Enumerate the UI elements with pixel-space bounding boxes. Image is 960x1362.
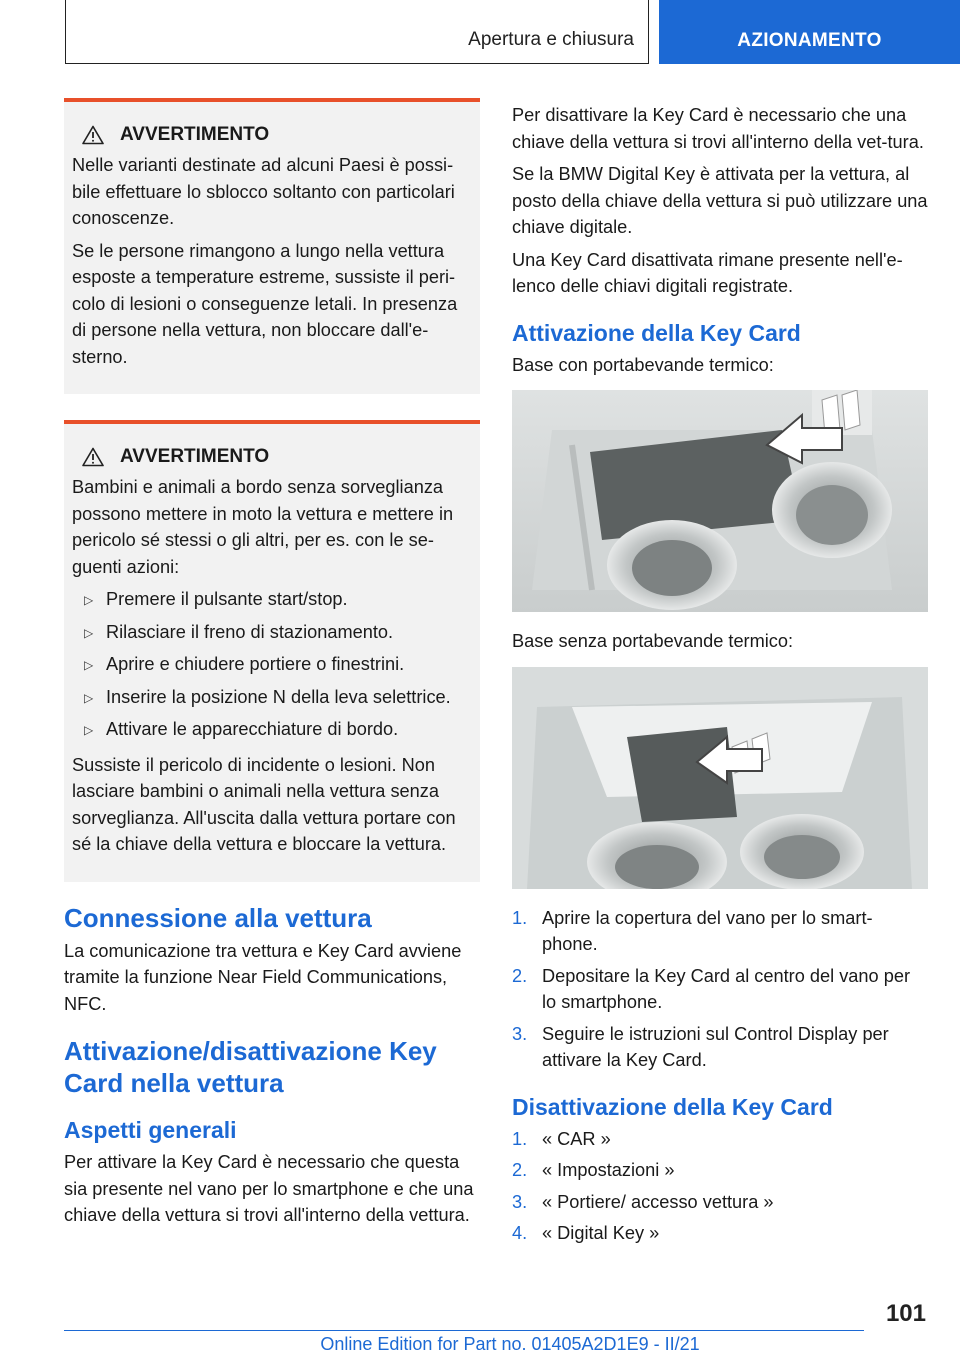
activation-text: Per attivare la Key Card è necessario che questa sia presente nel vano per lo smartphone e che una chiave della vettura si trovi all'interno della vettura. bbox=[64, 1152, 474, 1225]
warning-box-1 bbox=[64, 98, 480, 394]
triangle-bullet-icon: ▷ bbox=[84, 625, 94, 640]
list-item: 1. Aprire la copertura del vano per lo smart-phone. bbox=[512, 907, 873, 954]
warning-title bbox=[72, 124, 472, 146]
connection-text: La comunicazione tra vettura e Key Card avviene tramite la funzione Near Field Communications, NFC. bbox=[64, 940, 462, 1014]
right-column bbox=[512, 102, 928, 1253]
warning-triangle-icon bbox=[82, 125, 104, 145]
list-item: 4. « Digital Key » bbox=[512, 1223, 660, 1243]
list-item: 3. Seguire le istruzioni sul Control Display per attivare la Key Card. bbox=[512, 1023, 889, 1070]
footer-edition-text: Online Edition for Part no. 01405A2D1E9 - II/21 bbox=[320, 1334, 700, 1354]
footer-divider bbox=[64, 1330, 864, 1331]
digital-key-text: Se la BMW Digital Key è attivata per la vettura, al posto della chiave della vettura si può utilizzare una chiave digitale. bbox=[512, 164, 928, 237]
header-section-title: Apertura e chiusura bbox=[468, 29, 634, 50]
triangle-bullet-icon: ▷ bbox=[84, 723, 94, 737]
warning-intro: Bambini e animali a bordo senza sorveglianza possono mettere in moto la vettura e mettere in pericolo sé stessi o gli altri, per es. con le se-guenti azioni: bbox=[72, 477, 454, 577]
list-item: ▷ Aprire e chiudere portiere o finestrini. bbox=[72, 651, 472, 679]
triangle-bullet-icon: ▷ bbox=[84, 690, 94, 705]
general-subheading: Aspetti generali bbox=[64, 1117, 237, 1143]
warning-box-2 bbox=[64, 420, 480, 882]
deactivate-key-card-heading: Disattivazione della Key Card bbox=[512, 1093, 833, 1120]
list-item: 2. Depositare la Key Card al centro del vano per lo smartphone. bbox=[512, 965, 910, 1012]
deactivate-steps bbox=[512, 1126, 928, 1247]
list-item: ▷ Premere il pulsante start/stop. bbox=[72, 586, 472, 614]
console-photo-standard-cupholder bbox=[512, 667, 928, 889]
activate-steps bbox=[512, 905, 928, 1074]
deactivated-card-text: Una Key Card disattivata rimane presente nell'e-lenco delle chiavi digitali registrate. bbox=[512, 249, 903, 296]
warning-title-text: AVVERTIMENTO bbox=[120, 124, 270, 145]
header-chapter-tab[interactable] bbox=[659, 0, 960, 64]
header-chapter-title: AZIONAMENTO bbox=[737, 30, 882, 51]
console-photo-heated-cupholder bbox=[512, 390, 928, 612]
triangle-bullet-icon: ▷ bbox=[84, 658, 94, 672]
deactivate-condition-text: Per disattivare la Key Card è necessario che una chiave della vettura si trovi all'interno della vet-tura. bbox=[512, 105, 924, 152]
triangle-bullet-icon: ▷ bbox=[84, 593, 94, 607]
left-column bbox=[64, 98, 480, 1235]
list-item: 2. « Impostazioni » bbox=[512, 1160, 675, 1180]
header-section-box bbox=[65, 0, 649, 64]
warning-title-text: AVVERTIMENTO bbox=[120, 446, 270, 467]
warning-title bbox=[72, 446, 472, 468]
list-item: 1. « CAR » bbox=[512, 1128, 611, 1149]
list-item: ▷ Inserire la posizione N della leva selettrice. bbox=[72, 684, 472, 712]
warning-paragraph: Nelle varianti destinate ad alcuni Paesi è possi-bile effettuare lo sblocco soltanto con particolari conoscenze. bbox=[72, 155, 455, 228]
page-number: 101 bbox=[885, 1300, 926, 1327]
warning-paragraph: Se le persone rimangono a lungo nella vettura esposte a temperature estreme, sussiste il peri-colo di lesioni o conseguenze letali. In presenza di persone nella vettura, non bloccare dall'e-sterno. bbox=[72, 240, 458, 367]
photo-caption-1: Base con portabevande termico: bbox=[512, 354, 774, 375]
warning-triangle-icon bbox=[82, 447, 104, 467]
activate-key-card-heading: Attivazione della Key Card bbox=[512, 319, 801, 346]
list-item: 3. « Portiere/ accesso vettura » bbox=[512, 1191, 774, 1212]
photo-caption-2: Base senza portabevande termico: bbox=[512, 631, 794, 651]
connection-heading: Connessione alla vettura bbox=[64, 902, 372, 933]
warning-list bbox=[72, 586, 472, 744]
list-item: ▷ Rilasciare il freno di stazionamento. bbox=[72, 619, 472, 647]
list-item: ▷ Attivare le apparecchiature di bordo. bbox=[72, 716, 472, 744]
warning-outro: Sussiste il pericolo di incidente o lesioni. Non lasciare bambini o animali nella vettura senza sorveglianza. All'uscita dalla vettura portare con sé la chiave della vettura e bloccare la vettura. bbox=[72, 754, 456, 854]
activation-heading: Attivazione/disattivazione Key Card nella vettura bbox=[64, 1036, 437, 1098]
